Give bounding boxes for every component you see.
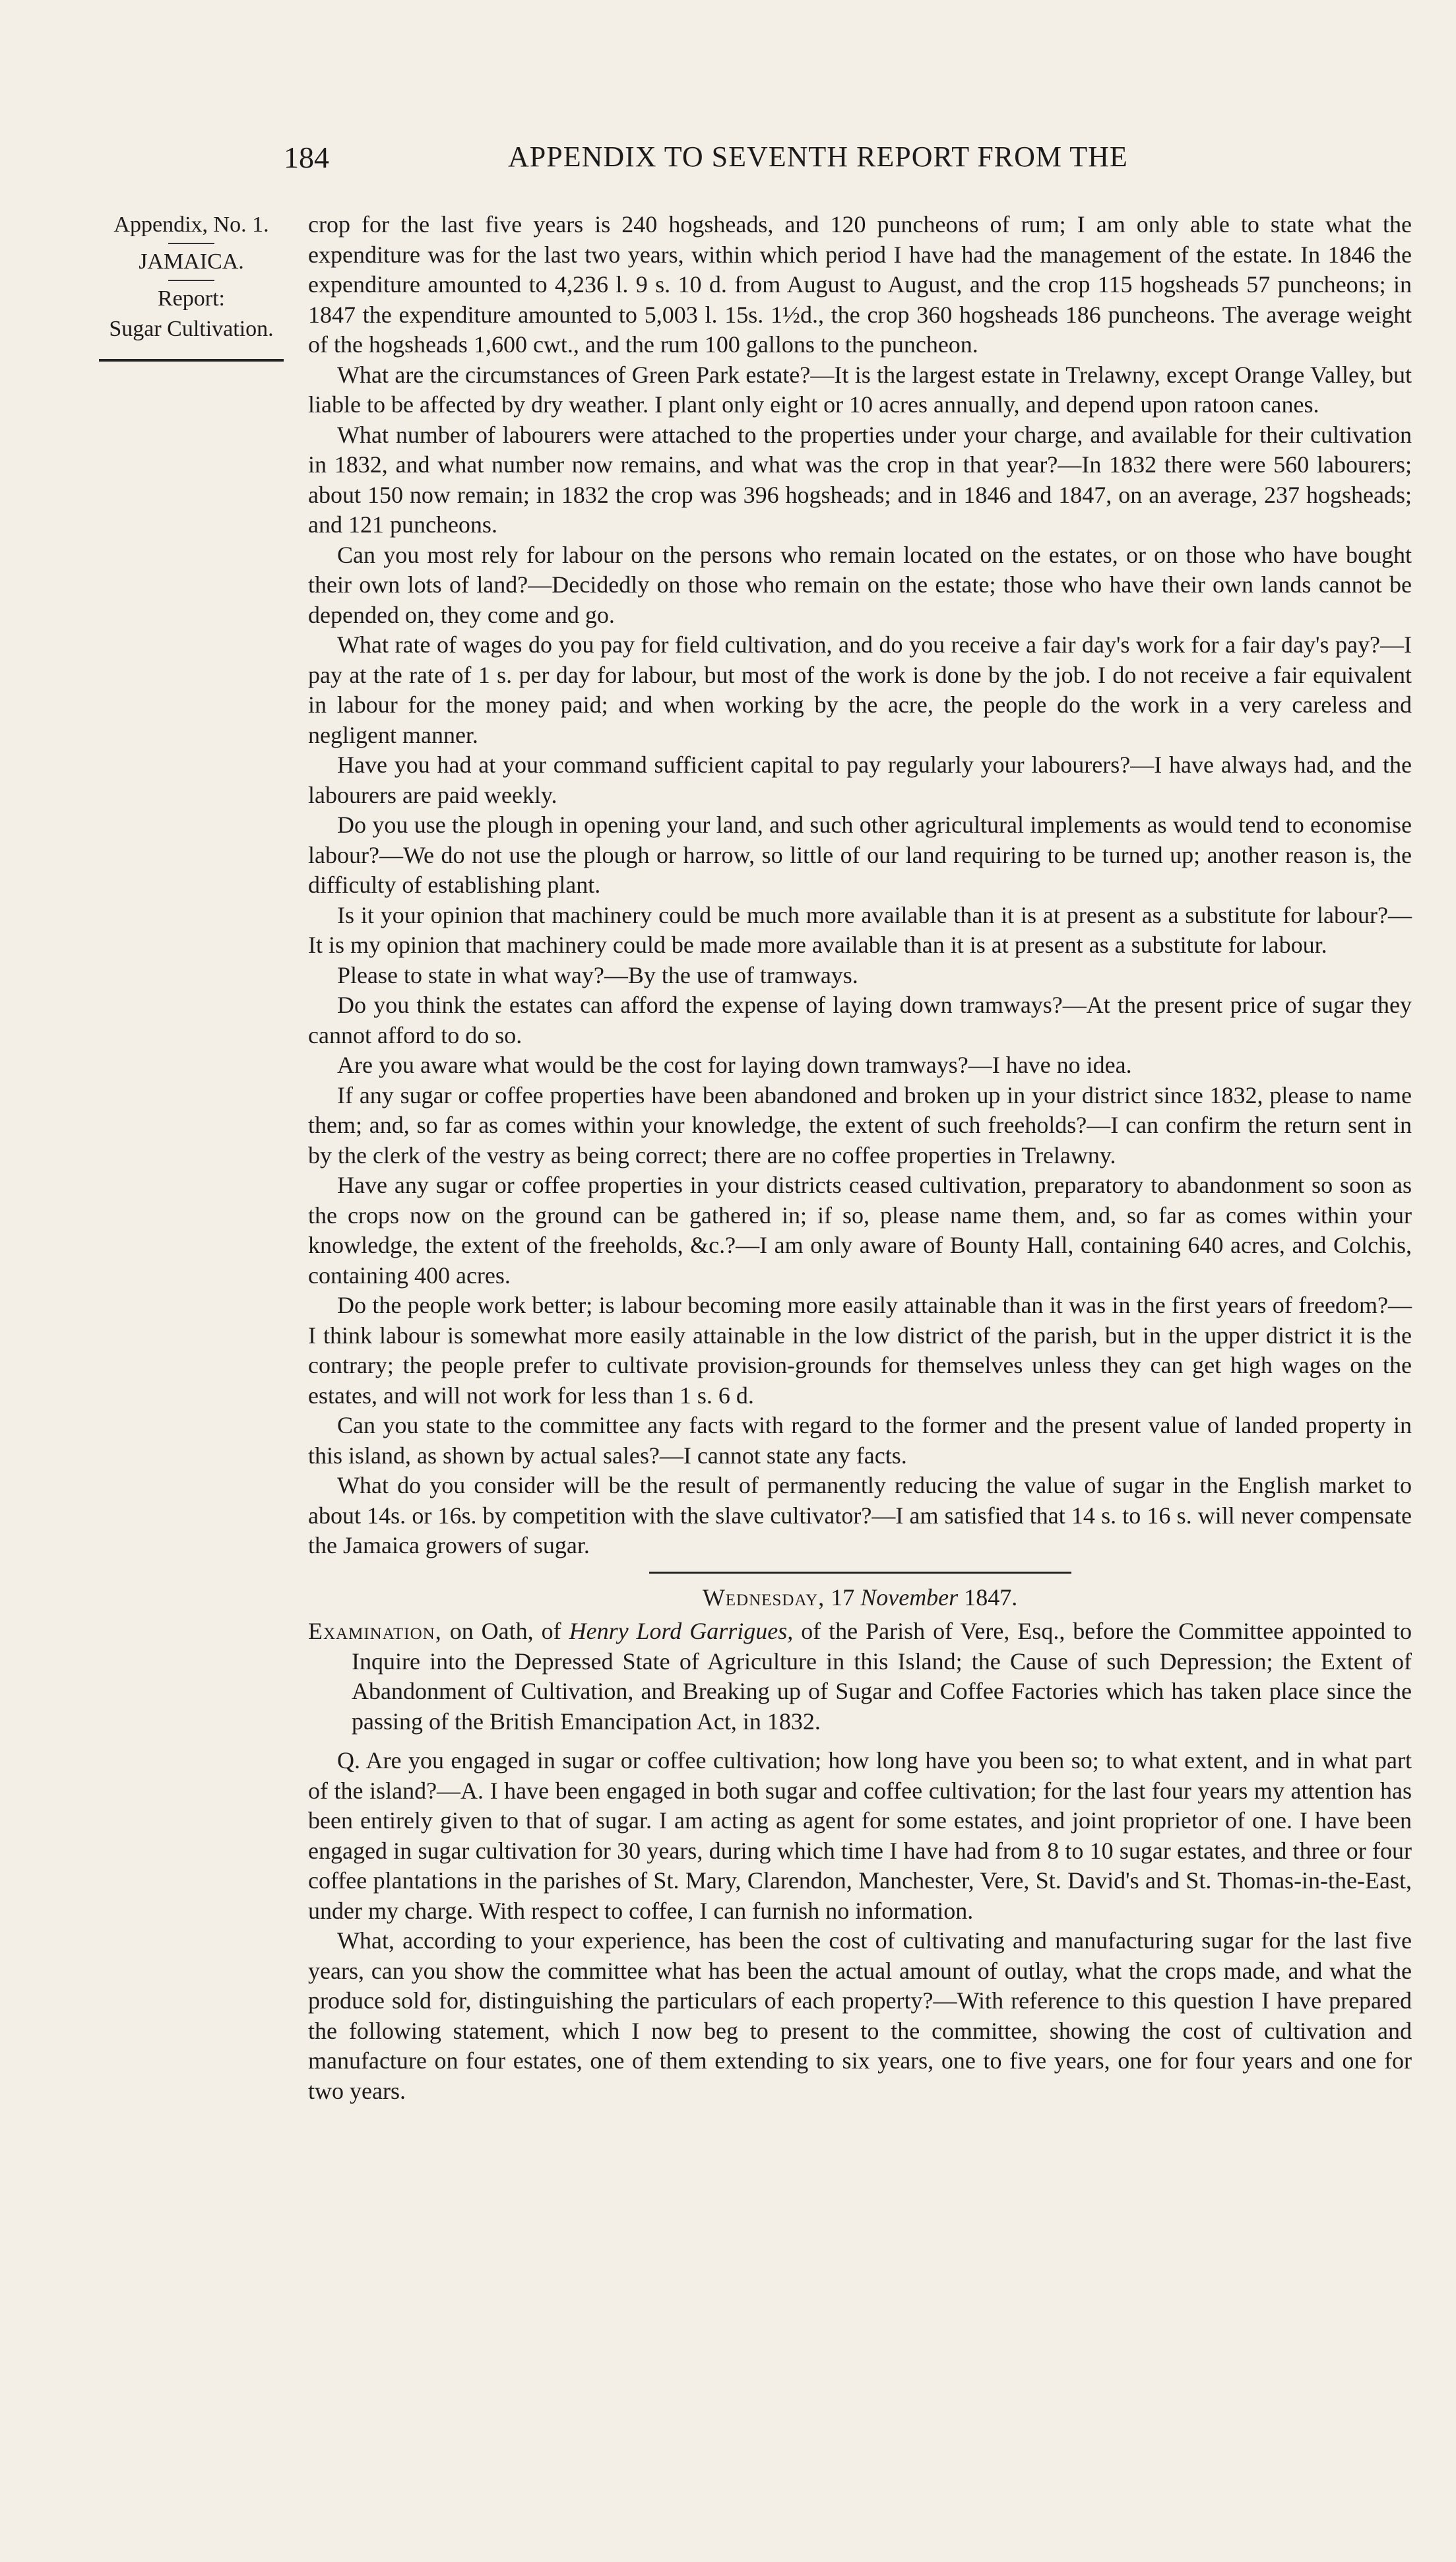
paragraph: Q. Are you engaged in sugar or coffee cultivation; how long have you been so; to what extent, and in what part of the island?—A. I have been engaged in both sugar and coffee cultivation; for the last four years my attention has been entirely given to that of sugar. I am acting as agent for some estates, and joint proprietor of one. I have been engaged in sugar cultivation for 30 years, during which time I have had from 8 to 10 sugar estates, and three or four coffee plantations in the parishes of St. Mary, Clarendon, Manchester, Vere, St. David's and St. Thomas-in-the-East, under my charge. With respect to coffee, I can furnish no information. bbox=[308, 1747, 1412, 1924]
paragraph: Can you state to the committee any facts with regard to the former and the present value of landed property in this island, as shown by actual sales?—I cannot state any facts. bbox=[308, 1412, 1412, 1469]
paragraph: What do you consider will be the result of permanently reducing the value of sugar in the English market to about 14s. or 16s. by competition with the slave cultivator?—I am satisfied that 14 s. to 16 s. will never compensate the Jamaica growers of sugar. bbox=[308, 1472, 1412, 1558]
margin-colony: JAMAICA. bbox=[139, 249, 244, 274]
paragraph: What are the circumstances of Green Park estate?—It is the largest estate in Trelawny, except Orange Valley, but liable to be affected by dry weather. I plant only eight or 10 acres annually, and depend upon ratoon canes. bbox=[308, 361, 1412, 418]
body-text bbox=[308, 210, 1412, 2106]
paragraph: Is it your opinion that machinery could be much more available than it is at present as a substitute for labour?—It is my opinion that machinery could be made more available than it is at present as a substitute for labour. bbox=[308, 901, 1412, 958]
running-title: APPENDIX TO SEVENTH REPORT FROM THE bbox=[508, 141, 1128, 173]
date-weekday: Wednesday, bbox=[702, 1584, 825, 1611]
examination-text-2: of the Parish of Vere, Esq., before the Committee appointed to Inquire into the Depressed State of Agriculture in this Island; the Cause of such Depression; the Extent of Abandonment of Cultivation, and Breaking up of Sugar and Coffee Factories which has taken place since the passing of the British Emancipation Act, in 1832. bbox=[352, 1618, 1412, 1735]
paragraph: Have you had at your command sufficient capital to pay regularly your labourers?—I have always had, and the labourers are paid weekly. bbox=[308, 752, 1412, 808]
paragraph: What, according to your experience, has been the cost of cultivating and manufacturing sugar for the last five years, can you show the committee what has been the actual amount of outlay, what the crops made, and what the produce sold for, distinguishing the particulars of each property?—With reference to this question I have prepared the following statement, which I now beg to present to the committee, showing the cost of cultivation and manufacture on four estates, one of them extending to six years, one to five years, one for four years and one for two years. bbox=[308, 1927, 1412, 2104]
margin-subject: Sugar Cultivation. bbox=[109, 317, 274, 341]
paragraph: Have any sugar or coffee properties in your districts ceased cultivation, preparatory to abandonment so soon as the crops now on the ground can be gathered in; if so, please name them, and, so far as comes within your knowledge, the extent of the freeholds, &c.?—I am only aware of Bounty Hall, containing 640 acres, and Colchis, containing 400 acres. bbox=[308, 1172, 1412, 1289]
paragraph: Are you aware what would be the cost for laying down tramways?—I have no idea. bbox=[337, 1052, 1132, 1078]
examination-lead: Examination, bbox=[308, 1618, 442, 1644]
paragraph: If any sugar or coffee properties have been abandoned and broken up in your district since 1832, please to name them; and, so far as comes within your knowledge, the extent of such freeholds?—I can confirm the return sent in by the clerk of the vestry as being correct; there are no coffee properties in Trelawny. bbox=[308, 1081, 1412, 1169]
paragraph: Can you most rely for labour on the persons who remain located on the estates, or on those who have bought their own lots of land?—Decidedly on those who remain on the estate; those who have their own lands cannot be depended on, they come and go. bbox=[308, 541, 1412, 628]
margin-rule bbox=[99, 359, 284, 362]
section-rule bbox=[649, 1572, 1071, 1574]
paragraph: Do the people work better; is labour becoming more easily attainable than it was in the first years of freedom?—I think labour is somewhat more easily attainable in the low district of the parish, but in the upper district it is the contrary; the people prefer to cultivate provision-grounds for themselves unless they can get high wages on the estates, and will not work for less than 1 s. 6 d. bbox=[308, 1292, 1412, 1409]
paragraph: Do you think the estates can afford the expense of laying down tramways?—At the present price of sugar they cannot afford to do so. bbox=[308, 992, 1412, 1048]
date-year: 1847. bbox=[964, 1584, 1018, 1611]
margin-report: Report: bbox=[158, 286, 225, 311]
examinee-name: Henry Lord Garrigues, bbox=[569, 1618, 794, 1644]
page-header bbox=[284, 140, 1405, 179]
paragraph: What number of labourers were attached to the properties under your charge, and available for their cultivation in 1832, and what number now remains, and what was the crop in that year?—In 1832 there were 560 labourers; about 150 now remain; in 1832 the crop was 396 hogsheads; and in 1846 and 1847, on an average, 237 hogsheads; and 121 puncheons. bbox=[308, 421, 1412, 538]
date-month: November bbox=[860, 1584, 959, 1611]
examination-heading bbox=[308, 1617, 1412, 1737]
margin-dash bbox=[168, 280, 214, 281]
paragraph: crop for the last five years is 240 hogsheads, and 120 puncheons of rum; I am only able to state what the expenditure was for the last two years, within which period I have had the management of the estate. In 1846 the expenditure amounted to 4,236 l. 9 s. 10 d. from August to August, and the crop 115 hogsheads 57 puncheons; in 1847 the expenditure amounted to 5,003 l. 15s. 1½d., the crop 360 hogsheads 186 puncheons. The average weight of the hogsheads 1,600 cwt., and the rum 100 gallons to the puncheon. bbox=[308, 211, 1412, 358]
date-day: 17 bbox=[831, 1584, 855, 1611]
paragraph: Do you use the plough in opening your land, and such other agricultural implements as would tend to economise labour?—We do not use the plough or harrow, so little of our land requiring to be turned up; another reason is, the difficulty of establishing plant. bbox=[308, 812, 1412, 898]
margin-dash bbox=[168, 243, 214, 244]
examination-text-1: on Oath, of bbox=[449, 1618, 561, 1644]
margin-note bbox=[79, 210, 303, 362]
paragraph: Please to state in what way?—By the use of tramways. bbox=[337, 961, 858, 988]
paragraph: What rate of wages do you pay for field cultivation, and do you receive a fair day's work for a fair day's pay?—I pay at the rate of 1 s. per day for labour, but most of the work is done by the job. I do not receive a fair equivalent in labour for the money paid; and when working by the acre, the people do the work in a very careless and negligent manner. bbox=[308, 631, 1412, 748]
margin-appendix: Appendix, No. 1. bbox=[113, 212, 269, 237]
page-number: 184 bbox=[284, 141, 329, 174]
date-heading bbox=[308, 1583, 1412, 1613]
